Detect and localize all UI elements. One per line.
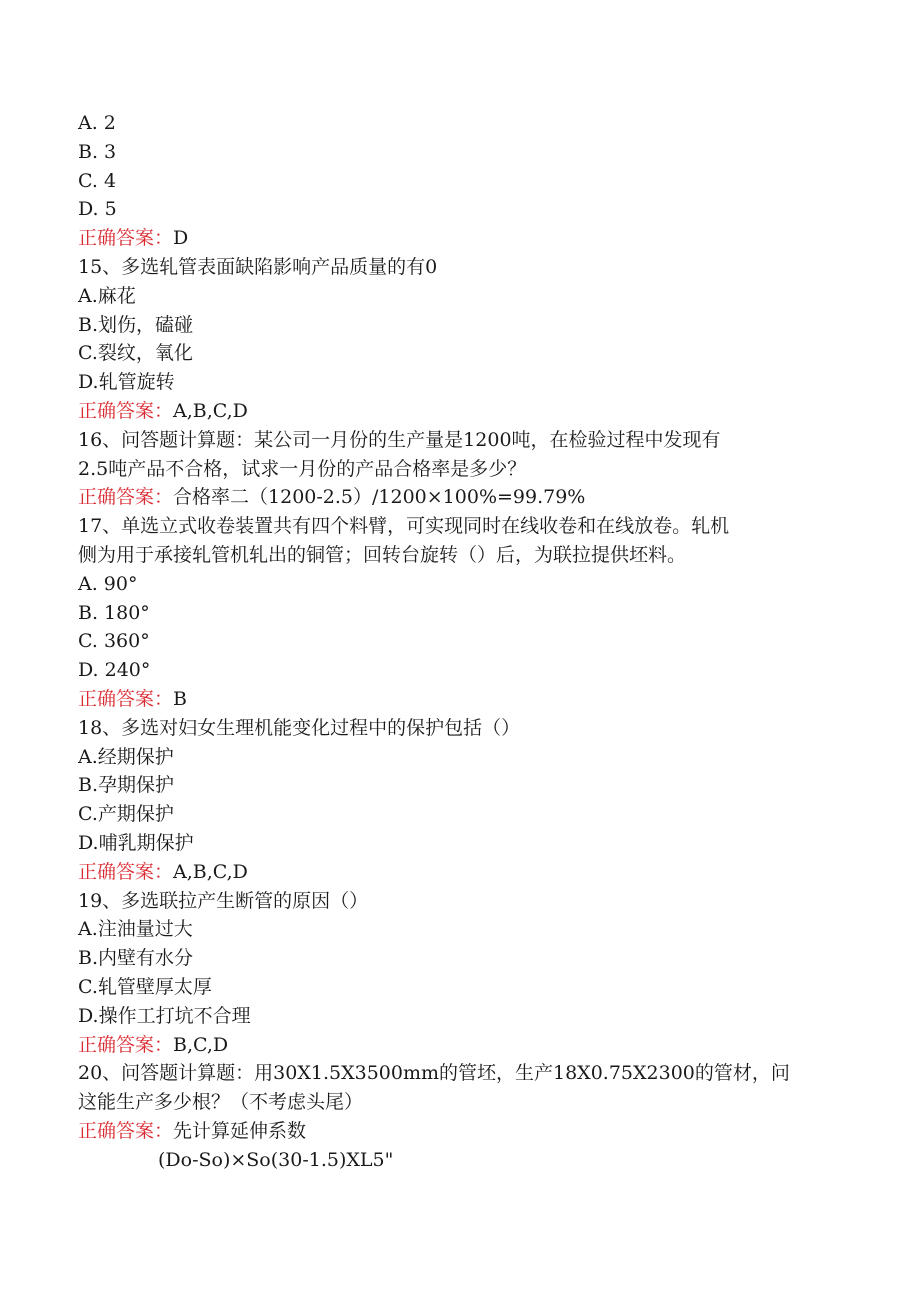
question-14 [78, 109, 848, 253]
option-b: B.孕期保护 [78, 774, 175, 797]
answer-line [78, 483, 848, 512]
answer-label: 正确答案： [78, 860, 174, 883]
question-text-line-2: 2.5吨产品不合格，试求一月份的产品合格率是多少？ [78, 457, 527, 480]
question-text-line-1: 16、问答题计算题：某公司一月份的生产量是1200吨，在检验过程中发现有 [78, 428, 721, 451]
option-b: B.划伤，磕碰 [78, 313, 194, 336]
question-15 [78, 253, 848, 426]
option-c: C. 360° [78, 630, 150, 653]
answer-value: B [173, 687, 187, 710]
answer-value: A,B,C,D [173, 860, 248, 883]
option-a: A.注油量过大 [78, 918, 193, 941]
question-text: 19、多选联拉产生断管的原因（） [78, 889, 369, 912]
option-d: D.轧管旋转 [78, 371, 175, 394]
answer-label: 正确答案： [78, 1033, 174, 1056]
answer-label: 正确答案： [78, 227, 174, 250]
option-a: A.麻花 [78, 284, 136, 307]
answer-line [78, 858, 848, 887]
question-text-line-2: 这能生产多少根？（不考虑头尾） [78, 1091, 364, 1114]
answer-label: 正确答案： [78, 399, 174, 422]
option-d: D.哺乳期保护 [78, 831, 194, 854]
option-b: B. 180° [78, 601, 150, 624]
option-c: C.裂纹，氧化 [78, 342, 193, 365]
option-d: D. 240° [78, 659, 151, 682]
option-c: C.轧管壁厚太厚 [78, 975, 212, 998]
question-text-line-1: 17、单选立式收卷装置共有四个料臂，可实现同时在线收卷和在线放卷。轧机 [78, 515, 730, 538]
option-b: B.内壁有水分 [78, 947, 194, 970]
document-page [78, 109, 848, 1174]
option-c: C.产期保护 [78, 803, 174, 826]
question-18 [78, 714, 848, 887]
question-16 [78, 426, 848, 512]
option-a: A. 2 [78, 112, 116, 134]
question-text-line-2: 侧为用于承接轧管机轧出的铜管；回转台旋转（）后，为联拉提供坯料。 [78, 543, 687, 566]
answer-label: 正确答案： [78, 1119, 174, 1142]
answer-value: B,C,D [173, 1033, 229, 1056]
option-a: A.经期保护 [78, 745, 174, 768]
option-a: A. 90° [78, 572, 138, 595]
answer-value: A,B,C,D [173, 399, 248, 422]
answer-line [78, 685, 848, 714]
question-text: 18、多选对妇女生理机能变化过程中的保护包括（） [78, 716, 521, 739]
question-text: 15、多选轧管表面缺陷影响产品质量的有0 [78, 255, 438, 278]
answer-value: D [173, 227, 189, 250]
option-b: B. 3 [78, 140, 117, 163]
question-19 [78, 887, 848, 1060]
answer-value: 合格率二（1200-2.5）/1200×100%=99.79% [173, 486, 586, 509]
question-17 [78, 512, 848, 714]
answer-line [78, 1117, 848, 1146]
question-20 [78, 1059, 848, 1174]
answer-label: 正确答案： [78, 687, 174, 710]
answer-line [78, 224, 848, 253]
option-c: C. 4 [78, 169, 117, 192]
answer-line [78, 1031, 848, 1060]
answer-value: 先计算延伸系数 [173, 1119, 307, 1142]
answer-line [78, 397, 848, 426]
option-d: D. 5 [78, 198, 117, 221]
option-d: D.操作工打坑不合理 [78, 1004, 251, 1027]
answer-label: 正确答案： [78, 486, 174, 509]
question-text-line-1: 20、问答题计算题：用30X1.5X3500mm的管坯，生产18X0.75X2300的管材，问 [78, 1062, 790, 1085]
formula-line: (Do-So)×So(30-1.5)XL5" [158, 1148, 394, 1171]
